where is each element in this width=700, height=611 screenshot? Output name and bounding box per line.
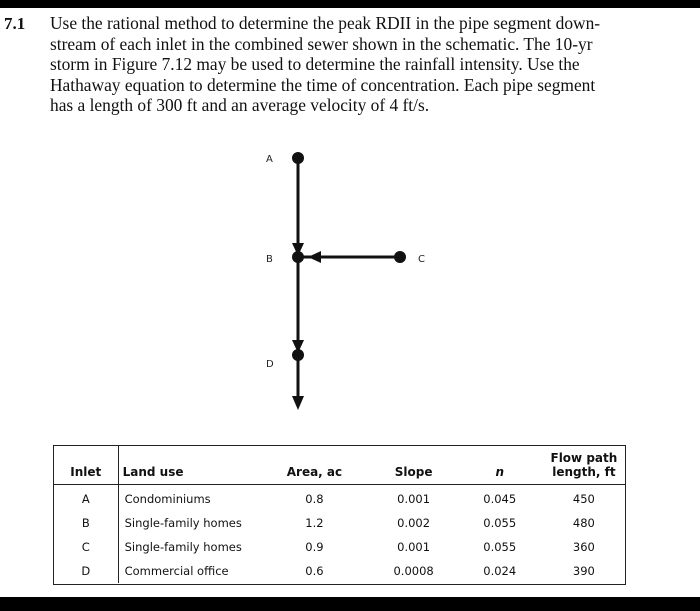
cell-land-use: Condominiums	[118, 484, 258, 511]
problem-line: has a length of 300 ft and an average velocity of 4 ft/s.	[50, 95, 430, 115]
table-header-row	[54, 446, 625, 484]
header-flow-line2: length, ft	[552, 464, 616, 479]
node-label-c: C	[418, 254, 425, 265]
table-row	[54, 559, 625, 583]
cell-flow: 390	[572, 563, 595, 578]
cell-slope: 0.0008	[393, 563, 434, 578]
cell-inlet: B	[81, 515, 90, 530]
cell-flow: 480	[572, 515, 595, 530]
node-label-a: A	[266, 154, 273, 165]
node-d	[292, 349, 304, 361]
problem-line: Use the rational method to determine the peak RDII in the pipe segment down-	[50, 13, 601, 33]
node-a	[292, 152, 304, 164]
cell-flow: 360	[572, 539, 595, 554]
table-row	[54, 511, 625, 535]
cell-n: 0.024	[483, 563, 517, 578]
header-inlet: Inlet	[54, 446, 118, 484]
cell-area: 0.6	[305, 563, 324, 578]
cell-land-use: Single-family homes	[118, 535, 258, 559]
node-b	[292, 251, 304, 263]
node-label-b: B	[266, 254, 273, 265]
cell-land-use: Commercial office	[118, 559, 258, 583]
node-label-d: D	[266, 359, 274, 370]
cell-area: 0.8	[305, 491, 324, 506]
inlet-data-table	[53, 445, 626, 585]
cell-flow: 450	[572, 491, 595, 506]
cell-inlet: D	[81, 563, 91, 578]
cell-n: 0.055	[483, 539, 517, 554]
problem-line: storm in Figure 7.12 may be used to determine the rainfall intensity. Use the	[50, 54, 580, 74]
cell-area: 1.2	[305, 515, 324, 530]
table-row	[54, 535, 625, 559]
bottom-border	[0, 597, 700, 611]
header-area: Area, ac	[258, 446, 370, 484]
header-flow-line1: Flow path	[550, 450, 618, 465]
node-c	[394, 251, 406, 263]
header-slope: Slope	[371, 446, 457, 484]
cell-land-use: Single-family homes	[118, 511, 258, 535]
cell-inlet: A	[81, 491, 90, 506]
table-row	[54, 484, 625, 511]
problem-number: 7.1	[4, 14, 26, 33]
header-flow-path	[543, 446, 625, 484]
problem-line: stream of each inlet in the combined sewer shown in the schematic. The 10-yr	[50, 33, 593, 54]
header-n	[457, 446, 543, 484]
header-n-text: n	[495, 464, 505, 479]
problem-line: Hathaway equation to determine the time of concentration. Each pipe segment	[50, 74, 596, 95]
flow-arrow-c-b	[308, 251, 321, 263]
cell-area: 0.9	[305, 539, 324, 554]
cell-n: 0.055	[483, 515, 517, 530]
cell-slope: 0.001	[397, 491, 431, 506]
cell-inlet: C	[81, 539, 90, 554]
table	[54, 446, 625, 583]
header-land-use: Land use	[118, 446, 258, 484]
cell-slope: 0.002	[397, 515, 431, 530]
cell-slope: 0.001	[397, 539, 431, 554]
cell-n: 0.045	[483, 491, 517, 506]
outlet-arrow	[292, 396, 304, 410]
